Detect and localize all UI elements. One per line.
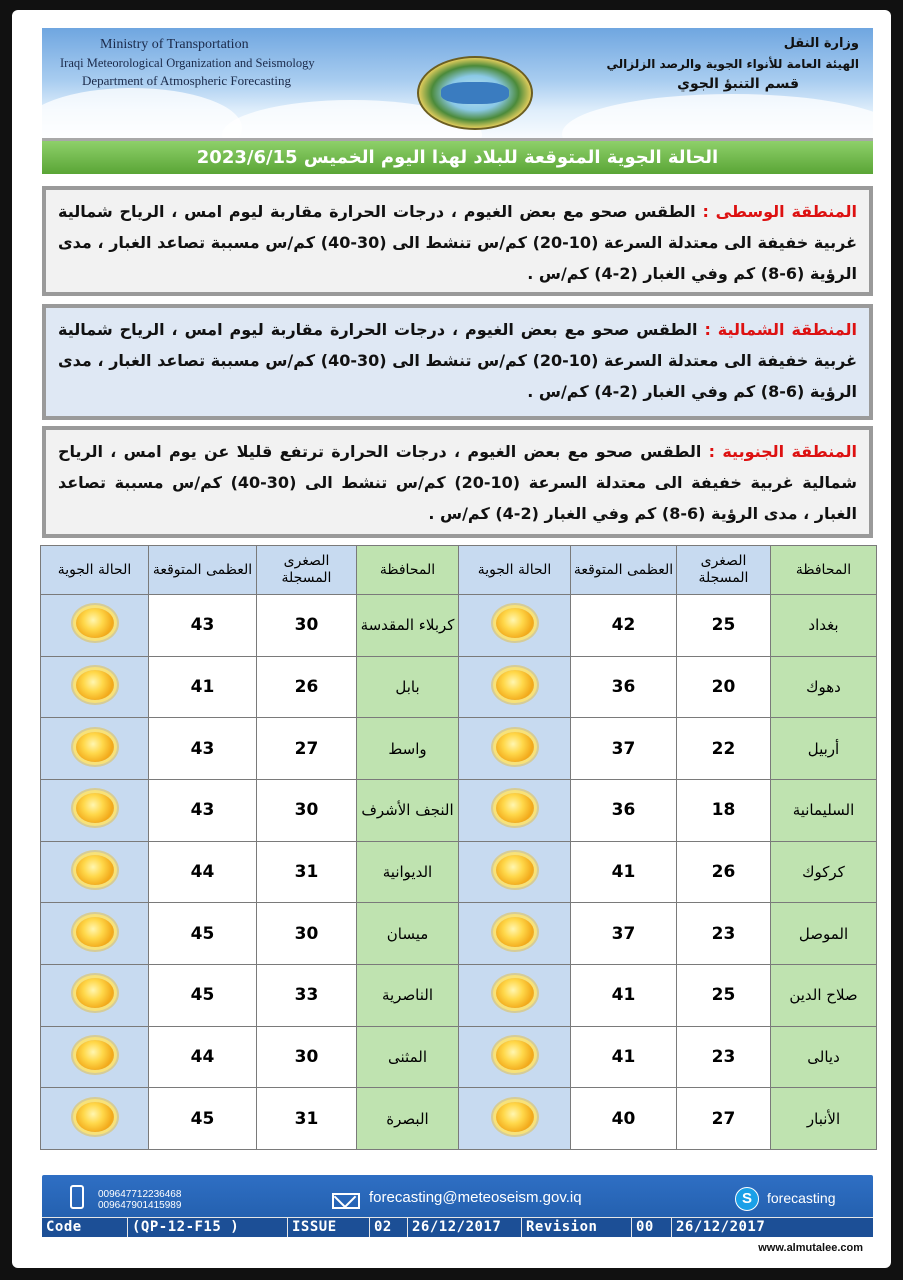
header-province: المحافظة: [771, 546, 877, 595]
document-code-bar: [42, 1217, 873, 1237]
sunny-icon: [496, 793, 534, 823]
province-cell: المثنى: [357, 1026, 459, 1088]
province-cell: صلاح الدين: [771, 964, 877, 1026]
header-min-recorded: الصغرى المسجلة: [257, 546, 357, 595]
sunny-icon: [496, 608, 534, 638]
min-temp-cell: 18: [677, 779, 771, 841]
province-cell: واسط: [357, 718, 459, 780]
weather-state-cell: [41, 841, 149, 903]
sunny-icon: [76, 608, 114, 638]
weather-state-cell: [41, 779, 149, 841]
weather-state-cell: [459, 841, 571, 903]
province-cell: الموصل: [771, 903, 877, 965]
sunny-icon: [76, 793, 114, 823]
min-temp-cell: 23: [677, 1026, 771, 1088]
header-province: المحافظة: [357, 546, 459, 595]
table-row: [41, 718, 877, 780]
sunny-icon: [76, 855, 114, 885]
min-temp-cell: 20: [677, 656, 771, 718]
issue-label: ISSUE: [288, 1218, 370, 1237]
province-cell: الديوانية: [357, 841, 459, 903]
skype-handle[interactable]: forecasting: [767, 1190, 836, 1206]
table-row: [41, 779, 877, 841]
table-row: [41, 656, 877, 718]
sunny-icon: [496, 855, 534, 885]
max-temp-cell: 44: [149, 1026, 257, 1088]
max-temp-cell: 42: [571, 595, 677, 657]
max-temp-cell: 43: [149, 595, 257, 657]
temperature-table: [40, 545, 877, 1150]
arabic-header: [607, 34, 859, 94]
max-temp-cell: 41: [571, 841, 677, 903]
ministry-name-ar: وزارة النقل: [783, 36, 859, 51]
province-cell: ميسان: [357, 903, 459, 965]
min-temp-cell: 30: [257, 1026, 357, 1088]
table-row: [41, 841, 877, 903]
min-temp-cell: 27: [257, 718, 357, 780]
organization-name-ar: الهيئة العامة للأنواء الجوية والرصد الزلزالي: [606, 57, 859, 71]
sunny-icon: [76, 1102, 114, 1132]
province-cell: أربيل: [771, 718, 877, 780]
table-row: [41, 1026, 877, 1088]
code-value: (QP-12-F15 ): [128, 1218, 288, 1237]
header-max-expected: العظمى المتوقعة: [571, 546, 677, 595]
min-temp-cell: 25: [677, 595, 771, 657]
watermark-url: www.almutalee.com: [752, 1240, 869, 1256]
min-temp-cell: 33: [257, 964, 357, 1026]
table-row: [41, 1088, 877, 1150]
province-cell: الناصرية: [357, 964, 459, 1026]
weather-state-cell: [41, 718, 149, 780]
english-header: [60, 36, 315, 90]
province-cell: ديالى: [771, 1026, 877, 1088]
max-temp-cell: 41: [571, 964, 677, 1026]
region-central: [42, 186, 873, 296]
ministry-name-en: Ministry of Transportation: [100, 37, 249, 52]
min-temp-cell: 25: [677, 964, 771, 1026]
region-south: [42, 426, 873, 538]
weather-state-cell: [459, 595, 571, 657]
revision-label: Revision: [522, 1218, 632, 1237]
revision-number: 00: [632, 1218, 672, 1237]
weather-state-cell: [459, 1026, 571, 1088]
table-row: [41, 903, 877, 965]
email-icon: [332, 1193, 360, 1209]
sunny-icon: [496, 978, 534, 1008]
region-forecast-text: الطقس صحو مع بعض الغيوم ، درجات الحرارة ترتفع قليلا عن يوم امس ، الرياح شمالية غربية خفيفة الى معتدلة السرعة (10-20) كم/س تنشط الى (30-40) كم/س مسببة تصاعد الغبار ، مدى الرؤية (6-8) كم وفي الغبار (2-4) كم/س .: [58, 442, 857, 523]
header-weather-state: الحالة الجوية: [459, 546, 571, 595]
weather-state-cell: [459, 779, 571, 841]
max-temp-cell: 41: [149, 656, 257, 718]
header-banner: [42, 28, 873, 146]
sunny-icon: [76, 670, 114, 700]
max-temp-cell: 45: [149, 1088, 257, 1150]
province-cell: الأنبار: [771, 1088, 877, 1150]
max-temp-cell: 45: [149, 964, 257, 1026]
min-temp-cell: 30: [257, 779, 357, 841]
phone-icon: [70, 1185, 84, 1209]
min-temp-cell: 22: [677, 718, 771, 780]
province-cell: كركوك: [771, 841, 877, 903]
revision-date: 26/12/2017: [676, 1219, 766, 1235]
min-temp-cell: 30: [257, 595, 357, 657]
forecast-sheet: [12, 10, 891, 1268]
organization-seal-icon: [417, 56, 533, 130]
weather-state-cell: [41, 903, 149, 965]
header-min-recorded: الصغرى المسجلة: [677, 546, 771, 595]
province-cell: النجف الأشرف: [357, 779, 459, 841]
weather-state-cell: [41, 964, 149, 1026]
phone-number: 009647901415989: [98, 1200, 182, 1211]
weather-state-cell: [41, 1088, 149, 1150]
region-name: المنطقة الجنوبية :: [708, 442, 858, 461]
sunny-icon: [76, 1040, 114, 1070]
weather-state-cell: [459, 964, 571, 1026]
sunny-icon: [496, 670, 534, 700]
weather-state-cell: [459, 903, 571, 965]
organization-name-en: Iraqi Meteorological Organization and Seismology: [60, 56, 315, 70]
weather-state-cell: [459, 718, 571, 780]
max-temp-cell: 44: [149, 841, 257, 903]
max-temp-cell: 37: [571, 903, 677, 965]
sunny-icon: [76, 732, 114, 762]
department-name-en: Department of Atmospheric Forecasting: [82, 73, 292, 88]
min-temp-cell: 31: [257, 841, 357, 903]
min-temp-cell: 30: [257, 903, 357, 965]
table-row: [41, 595, 877, 657]
max-temp-cell: 43: [149, 718, 257, 780]
min-temp-cell: 27: [677, 1088, 771, 1150]
max-temp-cell: 45: [149, 903, 257, 965]
weather-state-cell: [459, 1088, 571, 1150]
page-title: الحالة الجوية المتوقعة للبلاد لهذا اليوم الخميس 2023/6/15: [42, 138, 873, 174]
sunny-icon: [496, 1102, 534, 1132]
department-name-ar: قسم التنبؤ الجوي: [677, 76, 799, 92]
min-temp-cell: 31: [257, 1088, 357, 1150]
region-north: [42, 304, 873, 420]
contact-footer: [42, 1175, 873, 1237]
province-cell: البصرة: [357, 1088, 459, 1150]
skype-icon: S: [735, 1187, 759, 1211]
header-max-expected: العظمى المتوقعة: [149, 546, 257, 595]
code-label: Code: [42, 1218, 128, 1237]
header-weather-state: الحالة الجوية: [41, 546, 149, 595]
table-row: [41, 964, 877, 1026]
province-cell: كربلاء المقدسة: [357, 595, 459, 657]
issue-date: 26/12/2017: [408, 1218, 522, 1237]
province-cell: بابل: [357, 656, 459, 718]
min-temp-cell: 23: [677, 903, 771, 965]
phone-number: 009647712236468: [98, 1189, 182, 1200]
email-address[interactable]: forecasting@meteoseism.gov.iq: [369, 1189, 582, 1206]
weather-state-cell: [41, 595, 149, 657]
table-header-row: [41, 546, 877, 595]
min-temp-cell: 26: [257, 656, 357, 718]
max-temp-cell: 36: [571, 656, 677, 718]
sunny-icon: [76, 978, 114, 1008]
region-forecast-text: الطقس صحو مع بعض الغيوم ، درجات الحرارة مقاربة ليوم امس ، الرياح شمالية غربية خفيفة الى معتدلة السرعة (10-20) كم/س تنشط الى (30-40) كم/س مسببة تصاعد الغبار ، مدى الرؤية (6-8) كم وفي الغبار (2-4) كم/س .: [58, 320, 858, 401]
province-cell: السليمانية: [771, 779, 877, 841]
region-forecast-text: الطقس صحو مع بعض الغيوم ، درجات الحرارة مقاربة ليوم امس ، الرياح شمالية غربية خفيفة الى معتدلة السرعة (10-20) كم/س تنشط الى (30-40) كم/س مسببة تصاعد الغبار ، مدى الرؤية (6-8) كم وفي الغبار (2-4) كم/س .: [58, 202, 858, 283]
max-temp-cell: 36: [571, 779, 677, 841]
province-cell: بغداد: [771, 595, 877, 657]
weather-state-cell: [41, 1026, 149, 1088]
province-cell: دهوك: [771, 656, 877, 718]
region-name: المنطقة الوسطى :: [702, 202, 858, 221]
sunny-icon: [496, 1040, 534, 1070]
phone-numbers: [98, 1189, 181, 1211]
sunny-icon: [76, 917, 114, 947]
max-temp-cell: 43: [149, 779, 257, 841]
max-temp-cell: 40: [571, 1088, 677, 1150]
weather-state-cell: [41, 656, 149, 718]
issue-number: 02: [370, 1218, 408, 1237]
region-name: المنطقة الشمالية :: [704, 320, 857, 339]
sunny-icon: [496, 732, 534, 762]
max-temp-cell: 41: [571, 1026, 677, 1088]
min-temp-cell: 26: [677, 841, 771, 903]
weather-state-cell: [459, 656, 571, 718]
max-temp-cell: 37: [571, 718, 677, 780]
sunny-icon: [496, 917, 534, 947]
